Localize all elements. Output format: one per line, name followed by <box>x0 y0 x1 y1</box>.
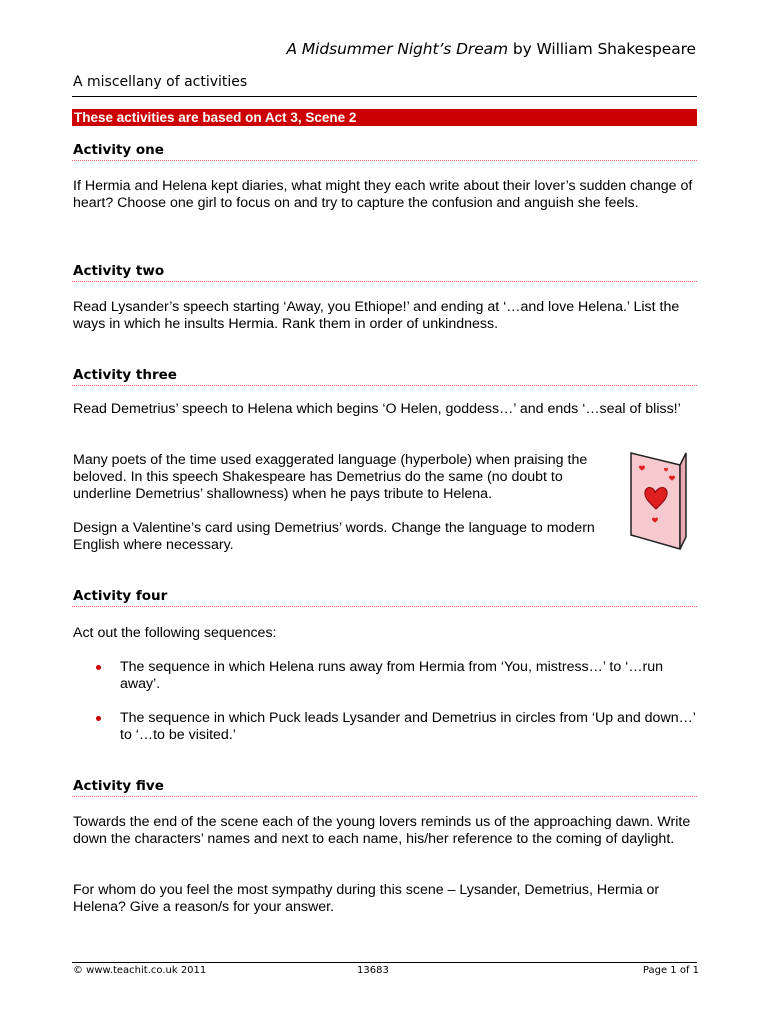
activity-one-divider <box>72 160 697 161</box>
activity-three-text-2: Many poets of the time used exaggerated language (hyperbole) when praising the beloved. In this speech Shakespeare has Demetrius do the same (no doubt to underline Demetrius’ shallowness) when he pays tribute to Helena. <box>73 452 588 503</box>
activity-one-text: If Hermia and Helena kept diaries, what might they each write about their lover’s sudden change of heart? Choose one girl to focus on and try to capture the confusion and anguish she feels. <box>73 178 693 212</box>
subtitle-divider <box>72 96 697 97</box>
valentine-card-icon <box>628 449 688 553</box>
activity-four-heading: Activity four <box>73 588 168 604</box>
bullet-icon <box>96 716 101 721</box>
activity-three-divider <box>72 385 697 386</box>
list-item-text: The sequence in which Puck leads Lysander and Demetrius in circles from ‘Up and down…’ to ‘…to be visited.’ <box>120 710 696 744</box>
activity-two-text: Read Lysander’s speech starting ‘Away, you Ethiope!’ and ending at ‘…and love Helena.’ List the ways in which he insults Hermia. Rank them in order of unkindness. <box>73 299 680 333</box>
activity-four-intro: Act out the following sequences: <box>73 625 277 641</box>
activity-two-heading: Activity two <box>73 263 165 279</box>
play-author: by William Shakespeare <box>508 40 696 58</box>
bullet-icon <box>96 665 101 670</box>
activity-two-divider <box>72 281 697 282</box>
footer-copyright: © www.teachit.co.uk 2011 <box>73 965 207 976</box>
footer-code: 13683 <box>357 965 389 976</box>
activity-three-heading: Activity three <box>73 367 177 383</box>
page-subtitle: A miscellany of activities <box>73 74 248 90</box>
activity-one-heading: Activity one <box>73 142 164 158</box>
activity-four-divider <box>72 606 697 607</box>
scene-banner: These activities are based on Act 3, Scene 2 <box>72 109 697 126</box>
footer-divider <box>72 962 697 963</box>
document-header <box>287 40 696 58</box>
activity-three-text-1: Read Demetrius’ speech to Helena which begins ‘O Helen, goddess…’ and ends ‘…seal of bliss!’ <box>73 401 681 417</box>
activity-five-divider <box>72 796 697 797</box>
list-item-text: The sequence in which Helena runs away from Hermia from ‘You, mistress…’ to ‘…run away’. <box>120 659 664 693</box>
activity-five-text-2: For whom do you feel the most sympathy during this scene – Lysander, Demetrius, Hermia or Helena? Give a reason/s for your answer. <box>73 882 660 916</box>
activity-three-text-3: Design a Valentine’s card using Demetrius’ words. Change the language to modern English where necessary. <box>73 520 595 554</box>
activity-five-heading: Activity five <box>73 778 164 794</box>
play-title: A Midsummer Night’s Dream <box>286 40 509 58</box>
activity-five-text-1: Towards the end of the scene each of the young lovers reminds us of the approaching dawn. Write down the characters’ names and next to each name, his/her reference to the coming of daylight. <box>73 814 691 848</box>
footer-page-number: Page 1 of 1 <box>642 965 699 976</box>
